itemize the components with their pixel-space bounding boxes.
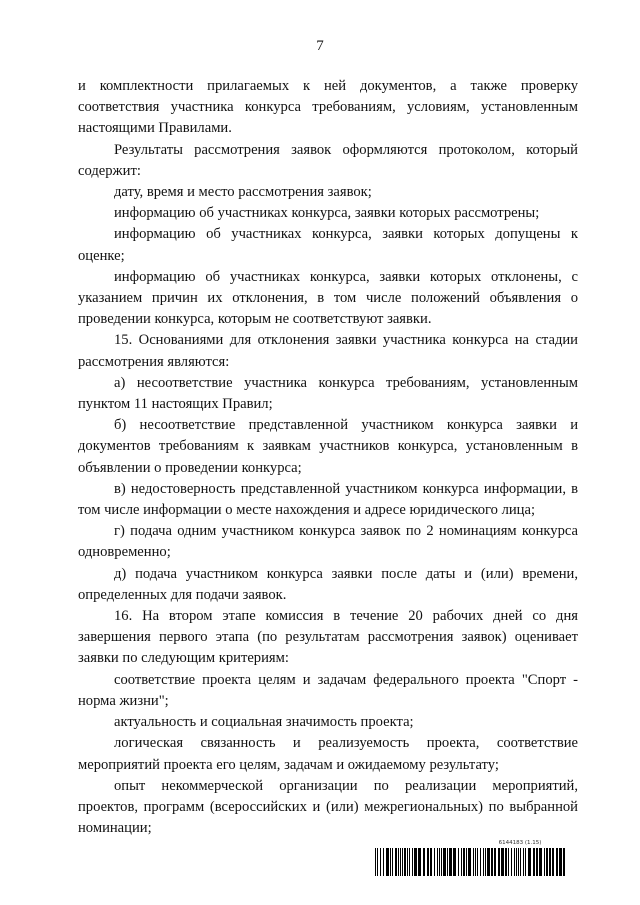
barcode-bar	[441, 848, 442, 876]
barcode-bar	[514, 848, 515, 876]
barcode-bar	[528, 848, 531, 876]
barcode-bar	[520, 848, 521, 876]
paragraph-protocol-intro: Результаты рассмотрения заявок оформляются протоколом, который содержит:	[78, 141, 578, 179]
document-code: 6144183 (1.15)	[498, 840, 542, 846]
barcode-bar	[375, 848, 376, 876]
barcode-bar	[404, 848, 406, 876]
barcode-bar	[449, 848, 452, 876]
barcode-bar	[556, 848, 558, 876]
barcode-bar	[395, 848, 397, 876]
barcode-bar	[501, 848, 504, 876]
document-body	[78, 76, 578, 839]
paragraph-continuation: и комплектности прилагаемых к ней документов, а также проверку соответствия участника конкурса требованиям, условиям, установленным настоящими Правилами.	[78, 78, 578, 137]
barcode-bar	[487, 848, 490, 876]
barcode-bar	[402, 848, 403, 876]
paragraph-protocol-date: дату, время и место рассмотрения заявок;	[114, 184, 372, 201]
barcode-bar	[473, 848, 474, 876]
paragraph-item-15v: в) недостоверность представленной участником конкурса информации, в том числе информации о месте нахождения и адресе юридического лица;	[78, 480, 578, 519]
paragraph-item-15: 15. Основаниями для отклонения заявки участника конкурса на стадии рассмотрения являются:	[78, 332, 578, 370]
barcode-bar	[559, 848, 562, 876]
barcode-bar	[437, 848, 438, 876]
barcode-bar	[546, 848, 548, 876]
barcode-bar	[463, 848, 465, 876]
paragraph-item-15b: б) несоответствие представленной участником конкурса заявки и документов требованиям к заявкам участников конкурса, установленным в объявлении о проведении конкурса;	[78, 417, 578, 476]
barcode-bar	[380, 848, 381, 876]
barcode-bar	[518, 848, 519, 876]
paragraph-item-15d: д) подача участником конкурса заявки после даты и (или) времени, определенных для подачи заявок.	[78, 565, 578, 603]
barcode-bar	[447, 848, 448, 876]
paragraph-criterion-goals: соответствие проекта целям и задачам федерального проекта "Спорт - норма жизни";	[78, 671, 578, 709]
barcode-bar	[458, 848, 459, 876]
barcode-bar	[468, 848, 471, 876]
barcode-bar	[494, 848, 496, 876]
paragraph-item-16: 16. На втором этапе комиссия в течение 20 рабочих дней со дня завершения первого этапа (по результатам рассмотрения заявок) оценивает заявки по следующим критериям:	[78, 608, 578, 667]
barcode	[375, 848, 565, 876]
barcode-bar	[552, 848, 554, 876]
paragraph-protocol-reviewed: информацию об участниках конкурса, заявки которых рассмотрены;	[114, 205, 540, 222]
barcode-bar	[453, 848, 456, 876]
barcode-bar	[461, 848, 462, 876]
barcode-bar	[434, 848, 435, 876]
barcode-bar	[491, 848, 493, 876]
barcode-bar	[386, 848, 389, 876]
barcode-bar	[400, 848, 401, 876]
paragraph-protocol-admitted: информацию об участниках конкурса, заявки которых допущены к оценке;	[78, 226, 578, 264]
barcode-bar	[390, 848, 391, 876]
barcode-bar	[483, 848, 484, 876]
barcode-bar	[525, 848, 526, 876]
barcode-bar	[475, 848, 476, 876]
barcode-bar	[508, 848, 509, 876]
barcode-bar	[533, 848, 535, 876]
barcode-bar	[466, 848, 467, 876]
barcode-bar	[377, 848, 378, 876]
barcode-bar	[539, 848, 542, 876]
paragraph-criterion-experience: опыт некоммерческой организации по реализации мероприятий, проектов, программ (всероссийских и (или) межрегиональных) по выбранной номинации;	[78, 777, 578, 837]
barcode-bar	[536, 848, 538, 876]
barcode-bar	[443, 848, 446, 876]
barcode-bar	[544, 848, 545, 876]
barcode-bar	[485, 848, 486, 876]
barcode-bar	[407, 848, 408, 876]
barcode-bar	[414, 848, 417, 876]
barcode-bar	[498, 848, 500, 876]
barcode-bar	[383, 848, 384, 876]
barcode-bar	[505, 848, 507, 876]
page-number: 7	[316, 38, 324, 54]
barcode-bar	[398, 848, 399, 876]
barcode-bar	[439, 848, 440, 876]
barcode-bar	[423, 848, 425, 876]
barcode-bar	[427, 848, 429, 876]
paragraph-criterion-logic: логическая связанность и реализуемость проекта, соответствие мероприятий проекта его целям, задачам и ожидаемому результату;	[78, 735, 578, 773]
barcode-bar	[409, 848, 410, 876]
barcode-bar	[477, 848, 478, 876]
barcode-bar	[563, 848, 565, 876]
barcode-bar	[516, 848, 517, 876]
barcode-bar	[412, 848, 413, 876]
barcode-bar	[430, 848, 432, 876]
barcode-bar	[418, 848, 421, 876]
paragraph-protocol-rejected: информацию об участниках конкурса, заявки которых отклонены, с указанием причин их отклонения, в том числе положений объявления о проведении конкурса, которым не соответствуют заявки.	[78, 268, 578, 328]
barcode-bar	[511, 848, 512, 876]
paragraph-criterion-relevance: актуальность и социальная значимость проекта;	[114, 714, 414, 731]
barcode-bar	[480, 848, 481, 876]
paragraph-item-15g: г) подача одним участником конкурса заявок по 2 номинациям конкурса одновременно;	[78, 523, 578, 561]
paragraph-item-15a: а) несоответствие участника конкурса требованиям, установленным пунктом 11 настоящих Правил;	[78, 374, 578, 413]
barcode-bar	[392, 848, 393, 876]
barcode-bar	[549, 848, 551, 876]
barcode-bar	[523, 848, 524, 876]
